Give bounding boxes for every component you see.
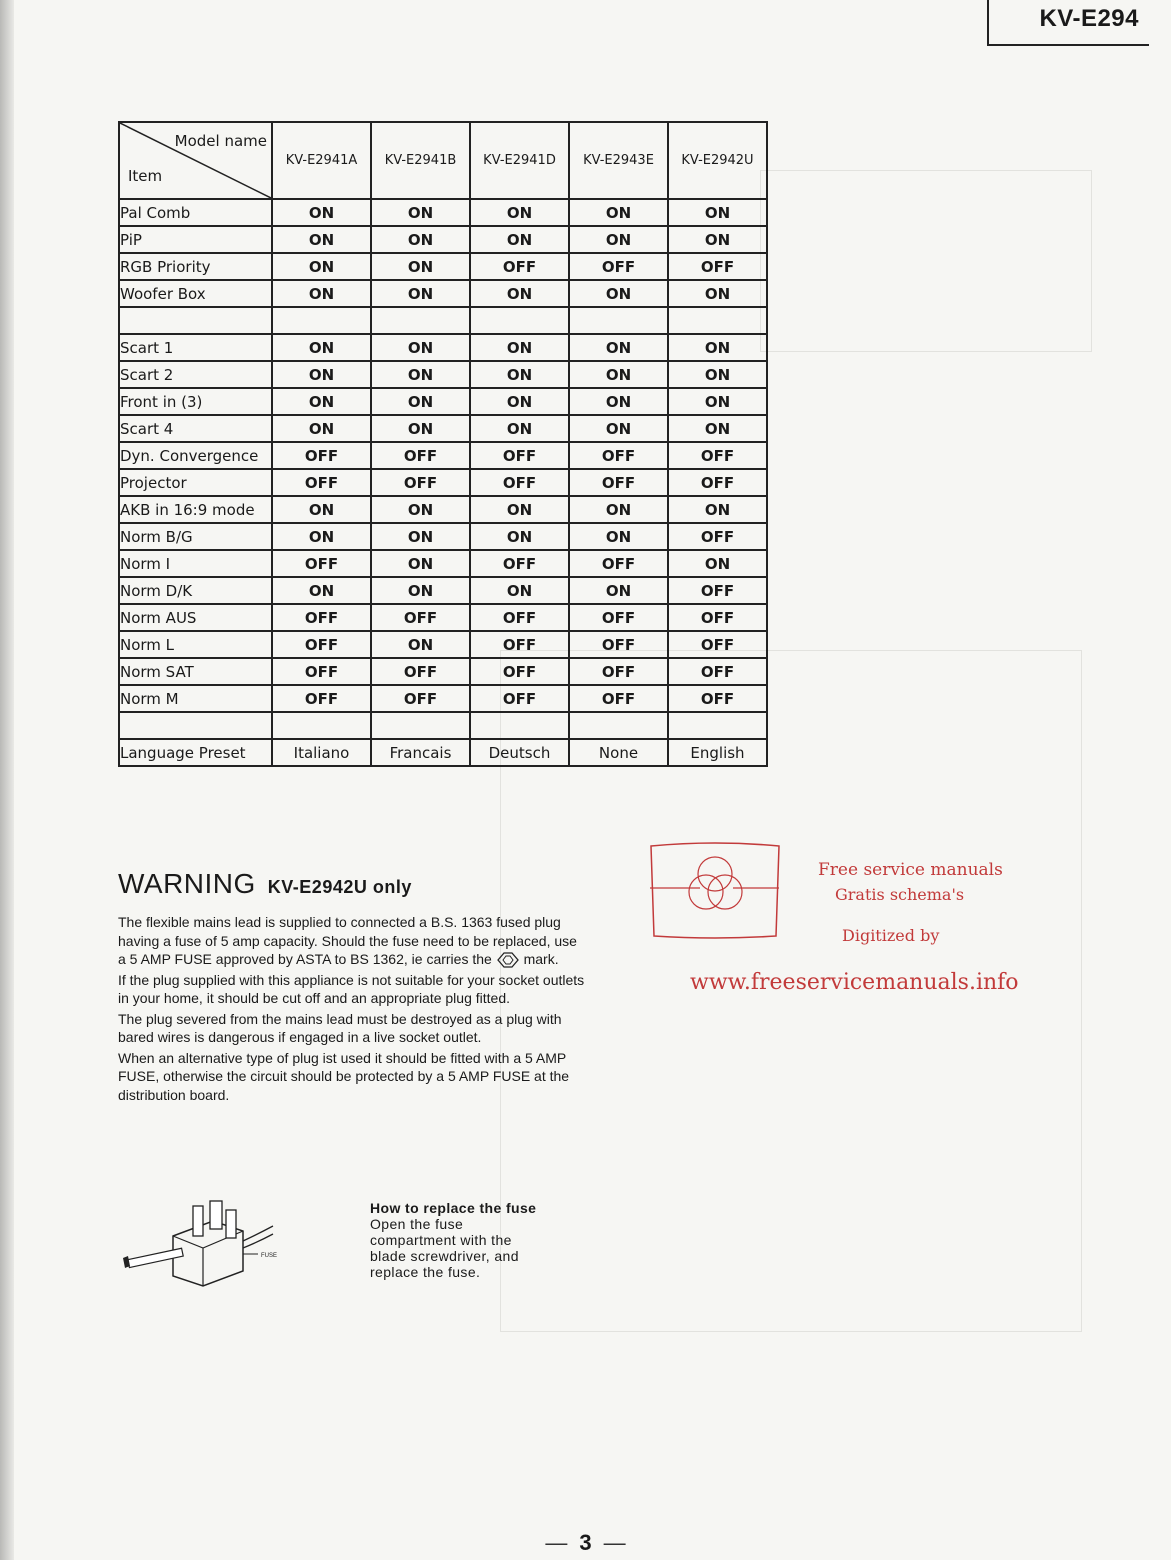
- cell-value: ON: [470, 415, 569, 442]
- cell-value: ON: [668, 226, 767, 253]
- warning-text: The flexible mains lead is supplied to connected a B.S. 1363 fused plug having a fuse of 5 amp capacity. Should the fuse need to be replaced, use a 5 AMP FUSE approved by ASTA to BS 1362, ie carries the: [118, 914, 577, 967]
- fuse-instructions-text: Open the fuse compartment with the blade screwdriver, and replace the fuse.: [370, 1216, 519, 1280]
- cell-value: ON: [371, 631, 470, 658]
- cell-value: OFF: [470, 685, 569, 712]
- cell-value: ON: [272, 496, 371, 523]
- table-row: [119, 415, 767, 442]
- cell-value: OFF: [470, 658, 569, 685]
- cell-value: ON: [470, 388, 569, 415]
- cell-value: ON: [371, 226, 470, 253]
- spacer-row: [119, 307, 767, 334]
- cell-value: ON: [371, 199, 470, 226]
- row-label: Woofer Box: [119, 280, 272, 307]
- show-through-panel: [760, 170, 1092, 352]
- cell-value: ON: [272, 415, 371, 442]
- cell-value: OFF: [668, 469, 767, 496]
- row-label: Norm D/K: [119, 577, 272, 604]
- model-name-label: Model name: [174, 132, 267, 150]
- table-row: [119, 334, 767, 361]
- cell-value: OFF: [569, 550, 668, 577]
- cell-value: OFF: [668, 442, 767, 469]
- cell-value: ON: [371, 253, 470, 280]
- cell-value: OFF: [569, 442, 668, 469]
- row-label: Norm AUS: [119, 604, 272, 631]
- cell-value: ON: [371, 496, 470, 523]
- cell-value: OFF: [569, 604, 668, 631]
- row-label: AKB in 16:9 mode: [119, 496, 272, 523]
- cell-value: OFF: [470, 604, 569, 631]
- cell-value: ON: [569, 415, 668, 442]
- cell-value: OFF: [272, 469, 371, 496]
- row-label: Scart 1: [119, 334, 272, 361]
- row-label: Scart 4: [119, 415, 272, 442]
- model-code: KV-E294: [1039, 5, 1139, 32]
- row-label: Dyn. Convergence: [119, 442, 272, 469]
- cell-value: OFF: [569, 469, 668, 496]
- watermark-line: Digitized by: [842, 926, 940, 945]
- cell-value: ON: [470, 280, 569, 307]
- cell-value: ON: [371, 361, 470, 388]
- warning-paragraph: The plug severed from the mains lead must be destroyed as a plug with bared wires is dangerous if engaged in a live socket outlet.: [118, 1010, 562, 1045]
- watermark-url: www.freeservicemanuals.info: [690, 970, 1019, 995]
- page-number: 3: [579, 1530, 592, 1555]
- row-label: Language Preset: [119, 739, 272, 766]
- cell-value: OFF: [371, 658, 470, 685]
- cell-value: OFF: [470, 550, 569, 577]
- cell-value: OFF: [668, 685, 767, 712]
- cell-value: ON: [668, 388, 767, 415]
- watermark-logo: [648, 842, 783, 940]
- corner-header-cell: [119, 122, 272, 199]
- table-header-row: [119, 122, 767, 199]
- watermark-line: Gratis schema's: [835, 885, 965, 904]
- table-row-language: [119, 739, 767, 766]
- model-code-tab: [987, 0, 1149, 46]
- cell-value: OFF: [668, 577, 767, 604]
- model-column-header: KV-E2943E: [569, 122, 668, 199]
- warning-heading: [118, 868, 412, 900]
- cell-value: ON: [371, 415, 470, 442]
- cell-value: English: [668, 739, 767, 766]
- spacer-row: [119, 712, 767, 739]
- cell-value: ON: [371, 523, 470, 550]
- cell-value: OFF: [272, 685, 371, 712]
- warning-paragraph: [118, 913, 588, 969]
- table-row: [119, 361, 767, 388]
- fuse-instructions-title: How to replace the fuse: [370, 1200, 537, 1216]
- row-label: Norm SAT: [119, 658, 272, 685]
- cell-value: OFF: [470, 253, 569, 280]
- cell-value: ON: [569, 496, 668, 523]
- row-label: Pal Comb: [119, 199, 272, 226]
- cell-value: ON: [272, 199, 371, 226]
- watermark-line: Free service manuals: [818, 860, 1003, 880]
- model-column-header: KV-E2941A: [272, 122, 371, 199]
- row-label: Scart 2: [119, 361, 272, 388]
- cell-value: ON: [470, 226, 569, 253]
- cell-value: OFF: [272, 631, 371, 658]
- warning-subtitle: KV-E2942U only: [267, 877, 412, 897]
- row-label: RGB Priority: [119, 253, 272, 280]
- cell-value: ON: [371, 550, 470, 577]
- cell-value: OFF: [569, 631, 668, 658]
- table-body-language: [119, 739, 767, 766]
- table-row: [119, 550, 767, 577]
- cell-value: ON: [569, 388, 668, 415]
- cell-value: ON: [272, 280, 371, 307]
- table-spacer: [119, 307, 767, 334]
- cell-value: ON: [668, 334, 767, 361]
- cell-value: OFF: [470, 631, 569, 658]
- row-label: Norm M: [119, 685, 272, 712]
- cell-value: ON: [272, 253, 371, 280]
- cell-value: OFF: [371, 685, 470, 712]
- table-spacer: [119, 712, 767, 739]
- page-scan-edge: [0, 0, 14, 1560]
- cell-value: OFF: [569, 658, 668, 685]
- table-row: [119, 199, 767, 226]
- page-number-footer: [0, 1530, 1171, 1556]
- cell-value: Francais: [371, 739, 470, 766]
- cell-value: ON: [470, 334, 569, 361]
- cell-value: OFF: [668, 631, 767, 658]
- cell-value: OFF: [371, 469, 470, 496]
- table-row: [119, 577, 767, 604]
- cell-value: OFF: [371, 604, 470, 631]
- asta-mark-icon: [496, 952, 520, 968]
- model-settings-table: [118, 121, 768, 767]
- cell-value: OFF: [668, 604, 767, 631]
- row-label: Norm B/G: [119, 523, 272, 550]
- cell-value: OFF: [668, 658, 767, 685]
- cell-value: ON: [470, 199, 569, 226]
- table-row: [119, 253, 767, 280]
- cell-value: ON: [668, 361, 767, 388]
- warning-text: mark.: [523, 951, 559, 967]
- cell-value: OFF: [272, 442, 371, 469]
- cell-value: ON: [470, 496, 569, 523]
- cell-value: None: [569, 739, 668, 766]
- model-column-header: KV-E2941B: [371, 122, 470, 199]
- fuse-diagram-label: FUSE: [261, 1253, 278, 1259]
- cell-value: ON: [569, 361, 668, 388]
- cell-value: ON: [272, 361, 371, 388]
- cell-value: OFF: [272, 550, 371, 577]
- table-row: [119, 469, 767, 496]
- cell-value: Deutsch: [470, 739, 569, 766]
- cell-value: ON: [569, 226, 668, 253]
- cell-value: ON: [371, 577, 470, 604]
- table-row: [119, 280, 767, 307]
- table-row: [119, 685, 767, 712]
- cell-value: ON: [668, 550, 767, 577]
- cell-value: ON: [371, 388, 470, 415]
- cell-value: OFF: [272, 604, 371, 631]
- fuse-instructions: [370, 1200, 550, 1280]
- table-body-group2: [119, 334, 767, 712]
- cell-value: ON: [569, 334, 668, 361]
- cell-value: ON: [371, 280, 470, 307]
- cell-value: ON: [569, 523, 668, 550]
- cell-value: ON: [569, 199, 668, 226]
- plug-fuse-diagram: [118, 1196, 298, 1296]
- cell-value: ON: [470, 523, 569, 550]
- cell-value: Italiano: [272, 739, 371, 766]
- row-label: Norm L: [119, 631, 272, 658]
- table-row: [119, 226, 767, 253]
- cell-value: OFF: [470, 469, 569, 496]
- table-row: [119, 496, 767, 523]
- table-row: [119, 631, 767, 658]
- model-column-header: KV-E2941D: [470, 122, 569, 199]
- cell-value: ON: [668, 280, 767, 307]
- cell-value: OFF: [272, 658, 371, 685]
- table-row: [119, 442, 767, 469]
- cell-value: ON: [470, 361, 569, 388]
- cell-value: ON: [371, 334, 470, 361]
- cell-value: OFF: [668, 523, 767, 550]
- table-row: [119, 658, 767, 685]
- cell-value: ON: [272, 388, 371, 415]
- cell-value: ON: [668, 199, 767, 226]
- cell-value: ON: [272, 334, 371, 361]
- table-row: [119, 604, 767, 631]
- cell-value: ON: [668, 496, 767, 523]
- cell-value: OFF: [569, 253, 668, 280]
- cell-value: OFF: [371, 442, 470, 469]
- cell-value: OFF: [470, 442, 569, 469]
- row-label: Norm I: [119, 550, 272, 577]
- row-label: Projector: [119, 469, 272, 496]
- warning-paragraph: When an alternative type of plug ist used it should be fitted with a 5 AMP FUSE, otherwise the circuit should be protected by a 5 AMP FUSE at the distribution board.: [118, 1049, 570, 1103]
- warning-paragraph: If the plug supplied with this appliance is not suitable for your socket outlets in your home, it should be cut off and an appropriate plug fitted.: [118, 971, 585, 1006]
- cell-value: ON: [272, 226, 371, 253]
- row-label: PiP: [119, 226, 272, 253]
- cell-value: OFF: [569, 685, 668, 712]
- cell-value: ON: [272, 577, 371, 604]
- warning-title: WARNING: [118, 868, 256, 899]
- cell-value: ON: [272, 523, 371, 550]
- cell-value: ON: [470, 577, 569, 604]
- cell-value: ON: [668, 415, 767, 442]
- page-dash: —: [545, 1530, 568, 1555]
- table-body-group1: [119, 199, 767, 307]
- item-label: Item: [128, 167, 163, 185]
- page-dash: —: [603, 1530, 626, 1555]
- cell-value: OFF: [668, 253, 767, 280]
- table-row: [119, 388, 767, 415]
- table-row: [119, 523, 767, 550]
- warning-body: [118, 913, 588, 1106]
- cell-value: ON: [569, 280, 668, 307]
- row-label: Front in (3): [119, 388, 272, 415]
- model-column-header: KV-E2942U: [668, 122, 767, 199]
- cell-value: ON: [569, 577, 668, 604]
